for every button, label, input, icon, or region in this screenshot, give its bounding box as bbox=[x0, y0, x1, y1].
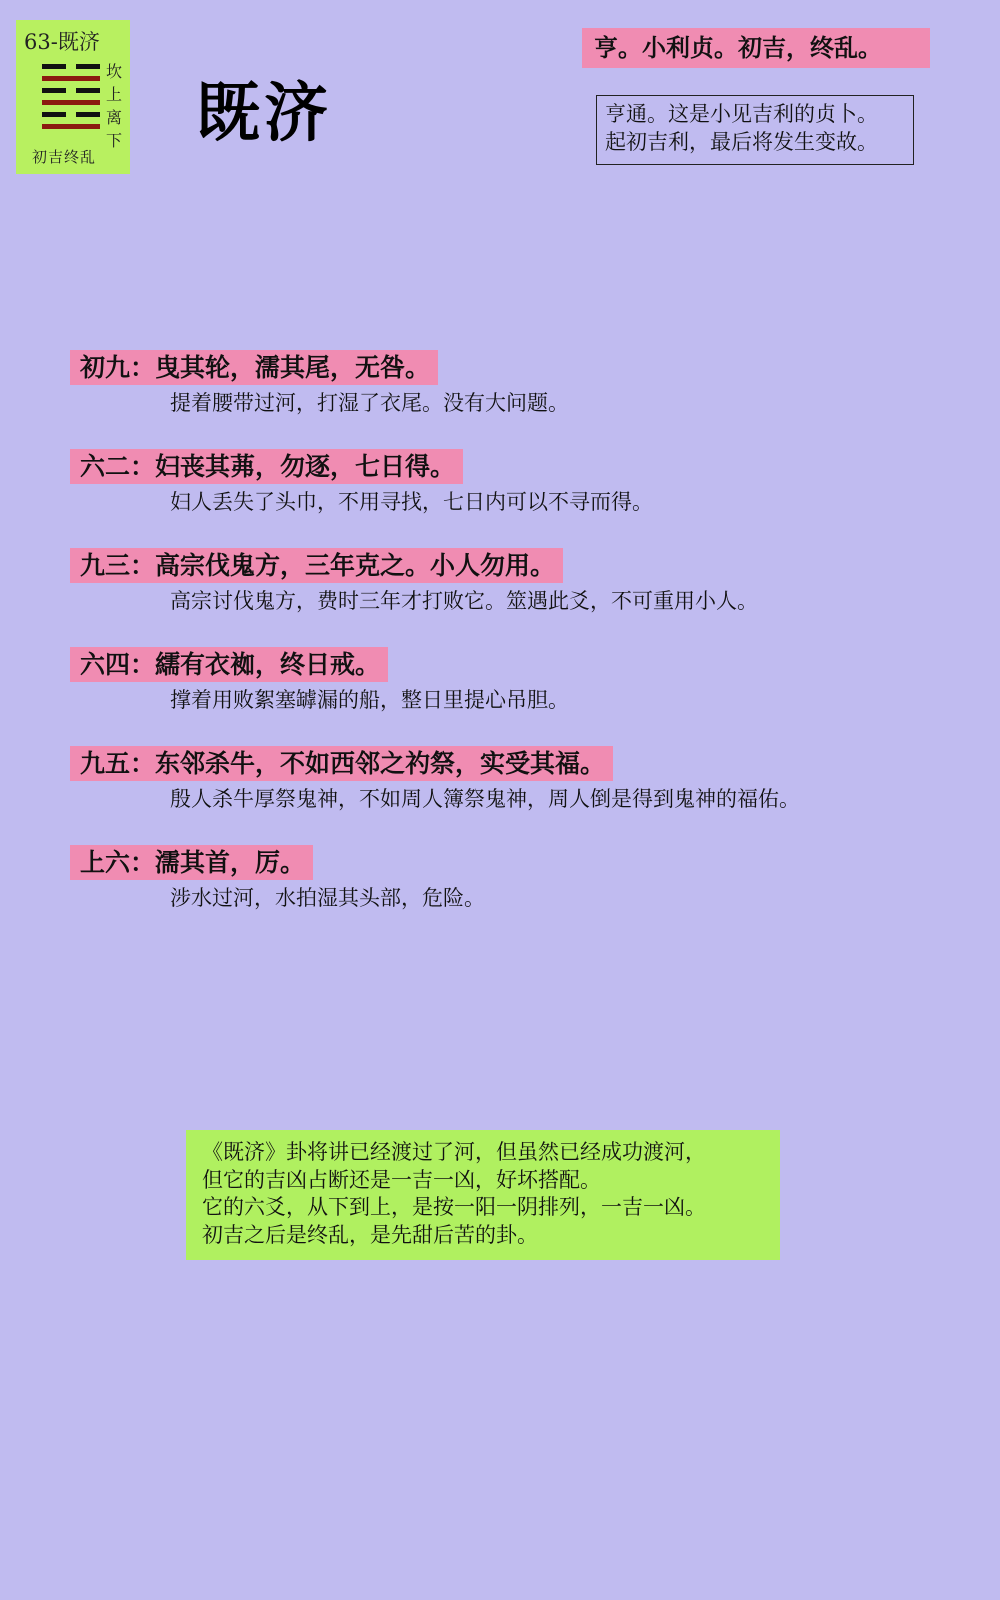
hexagram-lines-icon bbox=[42, 64, 100, 136]
line-text: 初九：曳其轮，濡其尾，无咎。 bbox=[70, 350, 438, 385]
lower-trigram: 离 bbox=[106, 108, 123, 127]
page-title: 既济 bbox=[196, 77, 332, 151]
hexagram-line-1 bbox=[42, 124, 100, 129]
line-statement bbox=[70, 449, 950, 548]
line-text: 九三：高宗伐鬼方，三年克之。小人勿用。 bbox=[70, 548, 563, 583]
judgement-translation-line-1: 亨通。这是小见吉利的贞卜。 bbox=[605, 102, 878, 126]
line-text: 六四：繻有衣袽，终日戒。 bbox=[70, 647, 388, 682]
line-translation: 殷人杀牛厚祭鬼神，不如周人簿祭鬼神，周人倒是得到鬼神的福佑。 bbox=[170, 787, 800, 811]
line-translation: 妇人丢失了头巾，不用寻找，七日内可以不寻而得。 bbox=[170, 490, 653, 514]
position-lower: 下 bbox=[106, 131, 123, 150]
badge-title: 63-既济 bbox=[24, 30, 100, 54]
hexagram-line-6 bbox=[42, 64, 100, 69]
line-statement bbox=[70, 548, 950, 647]
line-statements bbox=[70, 350, 950, 944]
summary-line-1: 《既济》卦将讲已经渡过了河，但虽然已经成功渡河， bbox=[202, 1140, 706, 1164]
summary-line-3: 它的六爻，从下到上，是按一阳一阴排列，一吉一凶。 bbox=[202, 1195, 706, 1219]
line-statement bbox=[70, 845, 950, 944]
line-text: 九五：东邻杀牛，不如西邻之礿祭，实受其福。 bbox=[70, 746, 613, 781]
judgement-translation-line-2: 起初吉利，最后将发生变故。 bbox=[605, 130, 878, 154]
line-translation: 撑着用败絮塞罅漏的船，整日里提心吊胆。 bbox=[170, 688, 569, 712]
summary-line-4: 初吉之后是终乱，是先甜后苦的卦。 bbox=[202, 1222, 538, 1247]
line-statement bbox=[70, 647, 950, 746]
summary-box bbox=[186, 1130, 780, 1260]
position-upper: 上 bbox=[106, 85, 123, 104]
summary-line-2: 但它的吉凶占断还是一吉一凶，好坏搭配。 bbox=[202, 1167, 601, 1192]
line-translation: 高宗讨伐鬼方，费时三年才打败它。筮遇此爻，不可重用小人。 bbox=[170, 589, 758, 613]
hexagram-line-4 bbox=[42, 88, 100, 93]
hexagram-line-2 bbox=[42, 112, 100, 117]
judgement-translation bbox=[596, 95, 914, 165]
line-statement bbox=[70, 350, 950, 449]
hexagram-line-3 bbox=[42, 100, 100, 105]
line-text: 上六：濡其首，厉。 bbox=[70, 845, 313, 880]
hexagram-line-5 bbox=[42, 76, 100, 81]
upper-trigram: 坎 bbox=[106, 62, 123, 81]
line-statement bbox=[70, 746, 950, 845]
badge-motto: 初吉终乱 bbox=[32, 148, 97, 166]
line-translation: 提着腰带过河，打湿了衣尾。没有大问题。 bbox=[170, 391, 569, 415]
line-text: 六二：妇丧其茀，勿逐，七日得。 bbox=[70, 449, 463, 484]
judgement-text: 亨。小利贞。初吉，终乱。 bbox=[582, 28, 930, 68]
line-translation: 涉水过河，水拍湿其头部，危险。 bbox=[170, 886, 485, 910]
hexagram-badge bbox=[16, 20, 130, 174]
trigram-labels bbox=[106, 60, 122, 152]
